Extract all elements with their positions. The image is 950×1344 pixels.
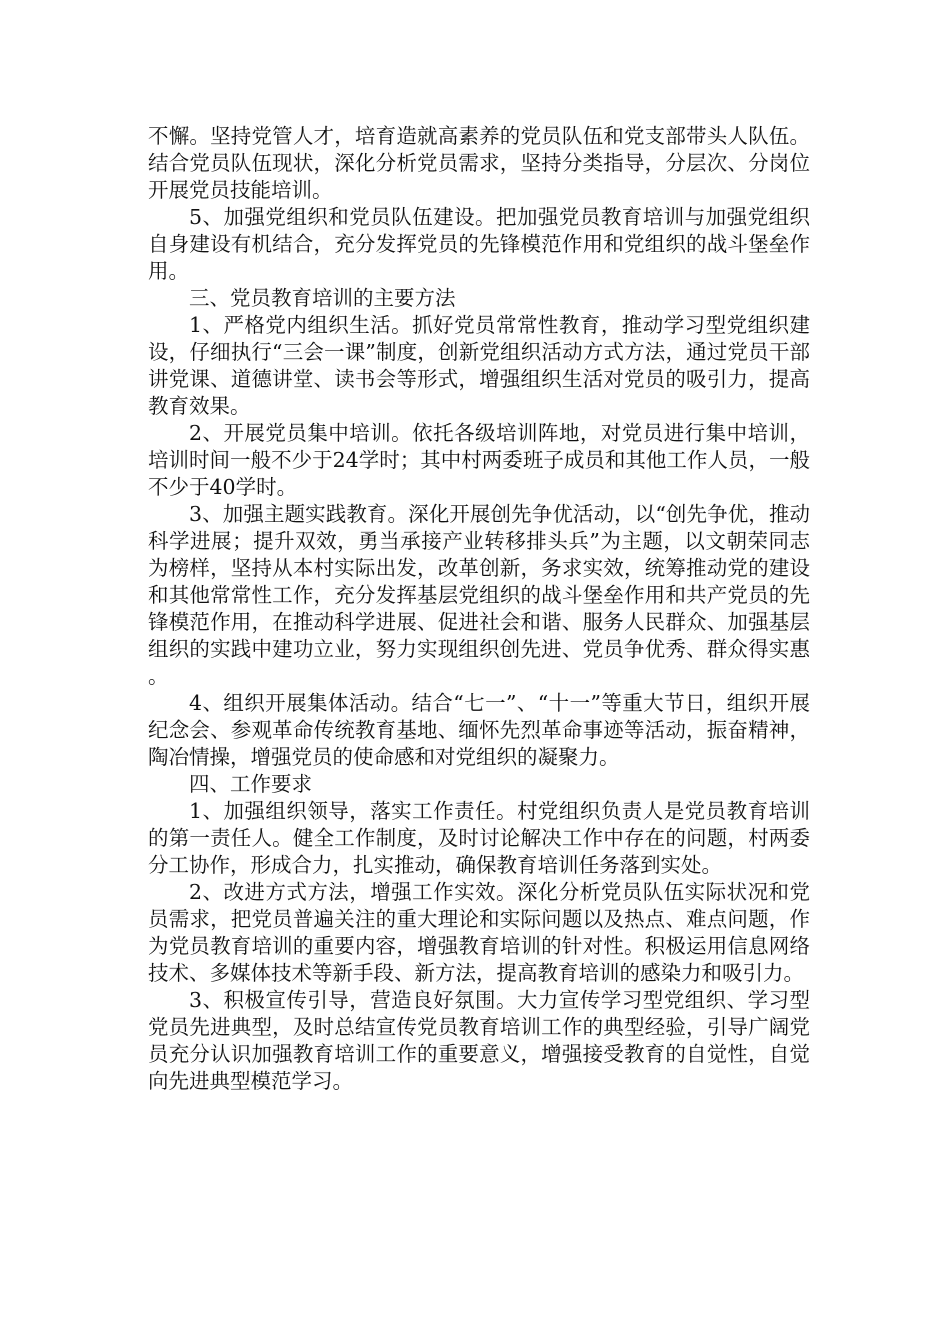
paragraph-item-5: 5、加强党组织和党员队伍建设。把加强党员教育培训与加强党组织自身建设有机结合，充分发挥党员的先锋模范作用和党组织的战斗堡垒作用。 (148, 205, 810, 283)
paragraph-requirement-2: 2、改进方式方法，增强工作实效。深化分析党员队伍实际状况和党员需求，把党员普遍关注的重大理论和实际问题以及热点、难点问题，作为党员教育培训的重要内容，增强教育培训的针对性。积极运用信息网络技术、多媒体技术等新手段、新方法，提高教育培训的感染力和吸引力。 (148, 880, 810, 985)
section-heading-methods: 三、党员教育培训的主要方法 (189, 286, 456, 310)
paragraph-method-3: 3、加强主题实践教育。深化开展创先争优活动，以“创先争优，推动科学进展；提升双效，勇当承接产业转移排头兵”为主题，以文朝荣同志为榜样，坚持从本村实际出发，改革创新，务求实效，统筹推动党的建设和其他常常性工作，充分发挥基层党组织的战斗堡垒作用和共产党员的先锋模范作用，在推动科学进展、促进社会和谐、服务人民群众、加强基层组织的实践中建功立业，努力实现组织创先进、党员争优秀、群众得实惠。 (148, 502, 810, 688)
paragraph-method-1: 1、严格党内组织生活。抓好党员常常性教育，推动学习型党组织建设，仔细执行“三会一课”制度，创新党组织活动方式方法，通过党员干部讲党课、道德讲堂、读书会等形式，增强组织生活对党员的吸引力，提高教育效果。 (148, 313, 810, 418)
section-heading-requirements: 四、工作要求 (189, 772, 312, 796)
paragraph-requirement-3: 3、积极宣传引导，营造良好氛围。大力宣传学习型党组织、学习型党员先进典型，及时总结宣传党员教育培训工作的典型经验，引导广阔党员充分认识加强教育培训工作的重要意义，增强接受教育的自觉性，自觉向先进典型模范学习。 (148, 988, 810, 1093)
paragraph-continued: 不懈。坚持党管人才，培育造就高素养的党员队伍和党支部带头人队伍。结合党员队伍现状，深化分析党员需求，坚持分类指导，分层次、分岗位开展党员技能培训。 (148, 124, 810, 202)
paragraph-method-2: 2、开展党员集中培训。依托各级培训阵地，对党员进行集中培训，培训时间一般不少于24学时；其中村两委班子成员和其他工作人员，一般不少于40学时。 (148, 421, 810, 499)
paragraph-method-4: 4、组织开展集体活动。结合“七一”、“十一”等重大节日，组织开展纪念会、参观革命传统教育基地、缅怀先烈革命事迹等活动，振奋精神，陶冶情操，增强党员的使命感和对党组织的凝聚力。 (148, 691, 810, 769)
document-page (148, 123, 810, 1095)
paragraph-requirement-1: 1、加强组织领导，落实工作责任。村党组织负责人是党员教育培训的第一责任人。健全工作制度，及时讨论解决工作中存在的问题，村两委分工协作，形成合力，扎实推动，确保教育培训任务落到实处。 (148, 799, 810, 877)
